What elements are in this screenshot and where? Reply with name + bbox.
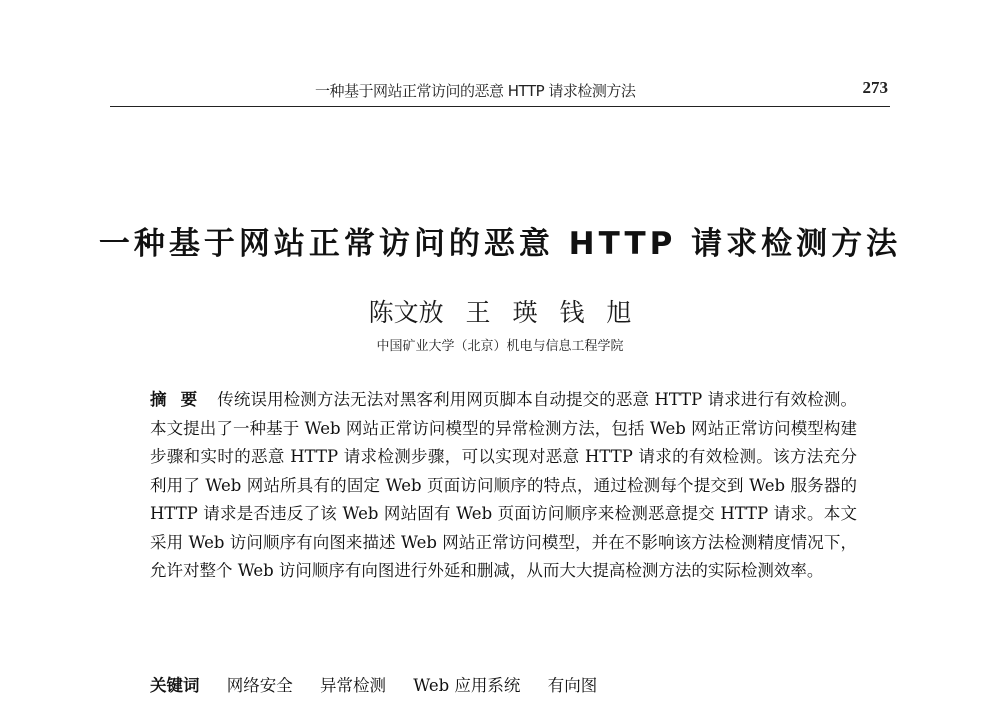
keywords-label: 关键词 [150, 676, 200, 695]
page-number: 273 [862, 78, 888, 97]
running-title: 一种基于网站正常访问的恶意 HTTP 请求检测方法 [315, 82, 636, 100]
abstract-text: 传统误用检测方法无法对黑客利用网页脚本自动提交的恶意 HTTP 请求进行有效检测。本文提出了一种基于 Web 网站正常访问模型的异常检测方法，包括 Web 网站正常访问模型构建步骤和实时的恶意 HTTP 请求检测步骤，可以实现对恶意 HTTP 请求的有效检测。该方法充分利用了 Web 网站所具有的固定 Web 页面访问顺序的特点，通过检测每个提交到 Web 服务器的 HTTP 请求是否违反了该 Web 网站固有 Web 页面访问顺序来检测恶意提交 HTTP 请求。本文采用 Web 访问顺序有向图来描述 Web 网站正常访问模型，并在不影响该方法检测精度情况下，允许对整个 Web 访问顺序有向图进行外延和删减，从而大大提高检测方法的实际检测效率。 [150, 390, 857, 580]
keyword: Web 应用系统 [413, 676, 521, 695]
author-name: 陈文放 [368, 298, 444, 327]
author-list [0, 293, 1000, 329]
paper-title: 一种基于网站正常访问的恶意 HTTP 请求检测方法 [98, 226, 902, 262]
keyword: 异常检测 [320, 676, 386, 695]
affiliation: 中国矿业大学（北京）机电与信息工程学院 [376, 339, 624, 354]
abstract-label: 摘要 [150, 390, 212, 409]
author-name: 钱 旭 [559, 298, 632, 327]
running-header [110, 80, 890, 107]
keywords [150, 672, 857, 696]
keyword: 网络安全 [226, 676, 293, 695]
keyword: 有向图 [547, 676, 598, 695]
abstract [150, 386, 857, 586]
author-name: 王 瑛 [465, 298, 538, 327]
